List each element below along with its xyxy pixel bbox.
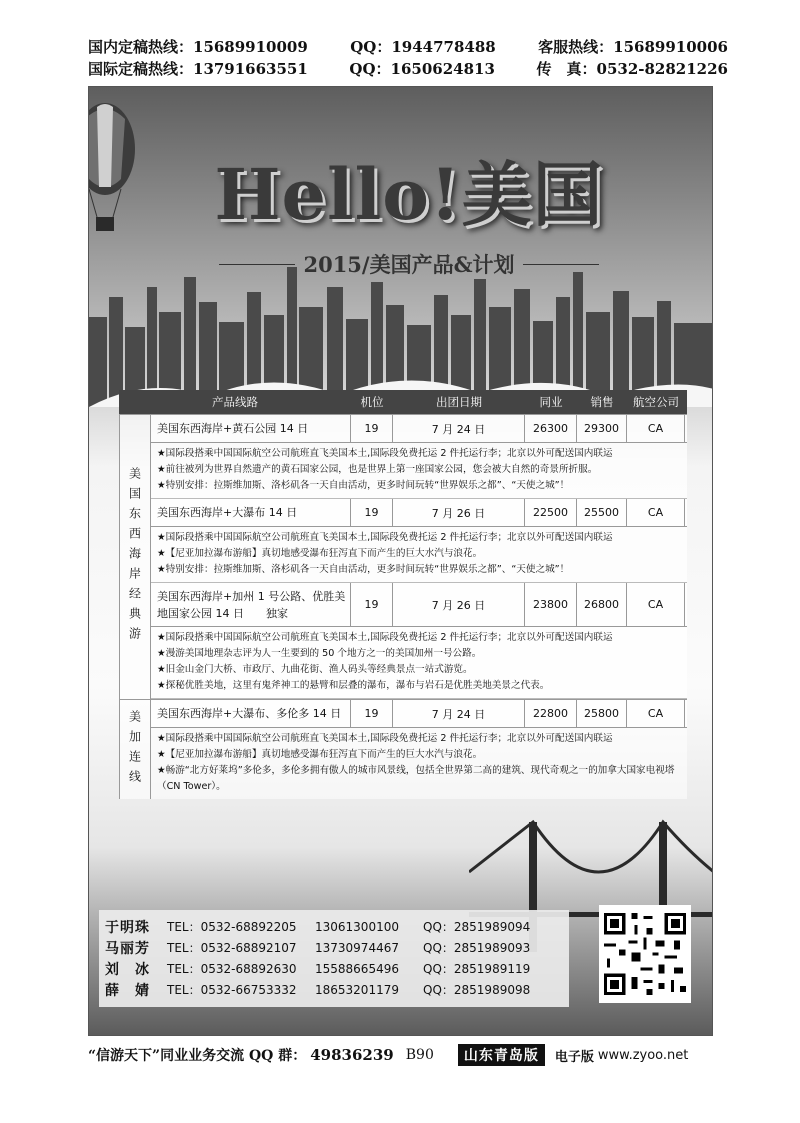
contact-qq[interactable]: QQ：2851989119 [423,962,531,976]
product-peer-price: 26300 [525,415,577,442]
product-airline: CA [627,415,685,442]
contact-tel[interactable]: TEL：0532-68892107 [167,941,297,955]
group-body [151,415,687,699]
product-berth: 19 [351,415,393,442]
footer-qq-group-number[interactable]: 49836239 [310,1046,394,1064]
product-berth: 19 [351,499,393,526]
note-line: ★畅游“北方好莱坞”多伦多，多伦多拥有傲人的城市风景线，包括全世界第二高的建筑、现代奇观之一的加拿大国家电视塔（CN Tower）。 [157,765,675,792]
product-sale-price: 26800 [577,583,627,626]
service-hotline: 客服热线：15689910006 [538,38,728,56]
note-line: ★探秘优胜美地，这里有鬼斧神工的悬臂和层叠的瀑布，瀑布与岩石是优胜美地美景之代表。 [157,680,550,691]
note-line: ★【尼亚加拉瀑布游船】真切地感受瀑布狂泻直下而产生的巨大水汽与浪花。 [157,548,483,559]
product-airline: CA [627,583,685,626]
product-group-classic [119,414,687,699]
header-date: 出团日期 [436,395,482,409]
product-route: 美国东西海岸+黄石公园 14 日 [151,415,351,442]
flyer-panel [88,86,713,1036]
group-label [119,415,151,699]
note-line: ★国际段搭乘中国国际航空公司航班直飞美国本土,国际段免费托运 2 件托运行李；北京以外可配送国内联运 [157,532,613,543]
fax-number: 传 真：0532-82821226 [536,60,728,78]
contact-tel[interactable]: TEL：0532-68892205 [167,920,297,934]
product-airline: CA [627,499,685,526]
product-berth: 19 [351,583,393,626]
product-row[interactable] [151,499,687,527]
contact-name: 于明珠 [105,919,150,936]
contact-row [105,916,563,937]
contact-tel[interactable]: TEL：0532-68892630 [167,962,297,976]
note-line: ★国际段搭乘中国国际航空公司航班直飞美国本土,国际段免费托运 2 件托运行李；北京以外可配送国内联运 [157,632,613,643]
header-route: 产品线路 [212,395,258,409]
footer-bar [88,1044,713,1066]
contact-name: 马丽芳 [105,940,150,957]
footer-e-label: 电子版 [554,1049,594,1065]
note-line: ★漫游美国地理杂志评为人一生要到的 50 个地方之一的美国加州一号公路。 [157,648,482,659]
product-peer-price: 23800 [525,583,577,626]
contact-qq[interactable]: QQ：2851989094 [423,920,531,934]
product-row[interactable] [151,583,687,627]
contact-mobile[interactable]: 15588665496 [315,961,399,976]
domestic-qq: QQ：1944778488 [350,38,496,56]
contact-mobile[interactable]: 13730974467 [315,940,399,955]
product-notes [151,627,687,699]
hero-subtitle: 2015/美国产品&计划 [303,252,515,277]
product-route: 美国东西海岸+加州 1 号公路、优胜美地国家公园 14 日 独家 [151,583,351,626]
table-header [119,390,687,414]
group-body [151,700,687,799]
note-line: ★国际段搭乘中国国际航空公司航班直飞美国本土,国际段免费托运 2 件托运行李；北京以外可配送国内联运 [157,733,613,744]
contact-tel[interactable]: TEL：0532-66753332 [167,983,297,997]
header-berth: 机位 [360,395,384,409]
contacts-panel [99,910,569,1007]
note-line: ★国际段搭乘中国国际航空公司航班直飞美国本土,国际段免费托运 2 件托运行李；北京以外可配送国内联运 [157,448,613,459]
product-date: 7 月 24 日 [393,700,525,727]
product-row[interactable] [151,700,687,728]
domestic-hotline: 国内定稿热线：15689910009 [88,38,308,56]
product-notes [151,443,687,499]
product-date: 7 月 26 日 [393,583,525,626]
qr-code-icon[interactable] [599,905,691,1003]
product-route: 美国东西海岸+大瀑布、多伦多 14 日 [151,700,351,727]
product-notes [151,527,687,583]
group-label-text: 美国东西海岸经典游 [127,467,142,647]
contact-name: 薛 婧 [105,982,150,999]
hero-title: Hello!美国 [214,153,604,236]
contact-row [105,979,563,1000]
note-line: ★特别安排：拉斯维加斯、洛杉矶各一天自由活动，更多时间玩转“世界娱乐之都”、“天使之城”！ [157,564,570,575]
product-peer-price: 22500 [525,499,577,526]
contact-row [105,937,563,958]
note-line: ★【尼亚加拉瀑布游船】真切地感受瀑布狂泻直下而产生的巨大水汽与浪花。 [157,749,483,760]
product-group-us-canada [119,699,687,799]
header-airline: 航空公司 [633,395,679,409]
hotline-row-1 [88,36,728,58]
city-skyline-image [89,257,713,407]
product-sale-price: 29300 [577,415,627,442]
international-hotline: 国际定稿热线：13791663551 [88,60,308,78]
product-sale-price: 25500 [577,499,627,526]
note-line: ★旧金山金门大桥、市政厅、九曲花街、渔人码头等经典景点一站式游览。 [157,664,473,675]
product-airline: CA [627,700,685,727]
note-line: ★特别安排：拉斯维加斯、洛杉矶各一天自由活动，更多时间玩转“世界娱乐之都”、“天使之城”！ [157,480,570,491]
product-row[interactable] [151,415,687,443]
footer-page-number: B90 [405,1047,434,1063]
header-peer-price: 同业 [539,395,563,409]
hotline-header [88,36,728,80]
international-qq: QQ：1650624813 [349,60,495,78]
product-table [119,390,687,799]
contact-qq[interactable]: QQ：2851989093 [423,941,531,955]
header-sale-price: 销售 [590,395,614,409]
contact-row [105,958,563,979]
hotline-row-2 [88,58,728,80]
group-label [119,700,151,799]
product-sale-price: 25800 [577,700,627,727]
group-label-text: 美加连线 [127,709,142,790]
footer-edition-badge: 山东青岛版 [458,1044,545,1066]
contact-qq[interactable]: QQ：2851989098 [423,983,531,997]
footer-website-link[interactable]: www.zyoo.net [597,1047,689,1063]
contact-name: 刘 冰 [105,961,150,978]
note-line: ★前往被列为世界自然遗产的黄石国家公园，也是世界上第一座国家公园，您会被大自然的奇景所折服。 [157,464,598,475]
product-route: 美国东西海岸+大瀑布 14 日 [151,499,351,526]
product-berth: 19 [351,700,393,727]
hot-air-balloon-icon [88,99,137,249]
product-peer-price: 22800 [525,700,577,727]
product-notes [151,728,687,799]
contact-mobile[interactable]: 13061300100 [315,919,399,934]
footer-group-text: “信游天下”同业业务交流 QQ 群： [88,1048,307,1064]
product-date: 7 月 24 日 [393,415,525,442]
contact-mobile[interactable]: 18653201179 [315,982,399,997]
product-date: 7 月 26 日 [393,499,525,526]
